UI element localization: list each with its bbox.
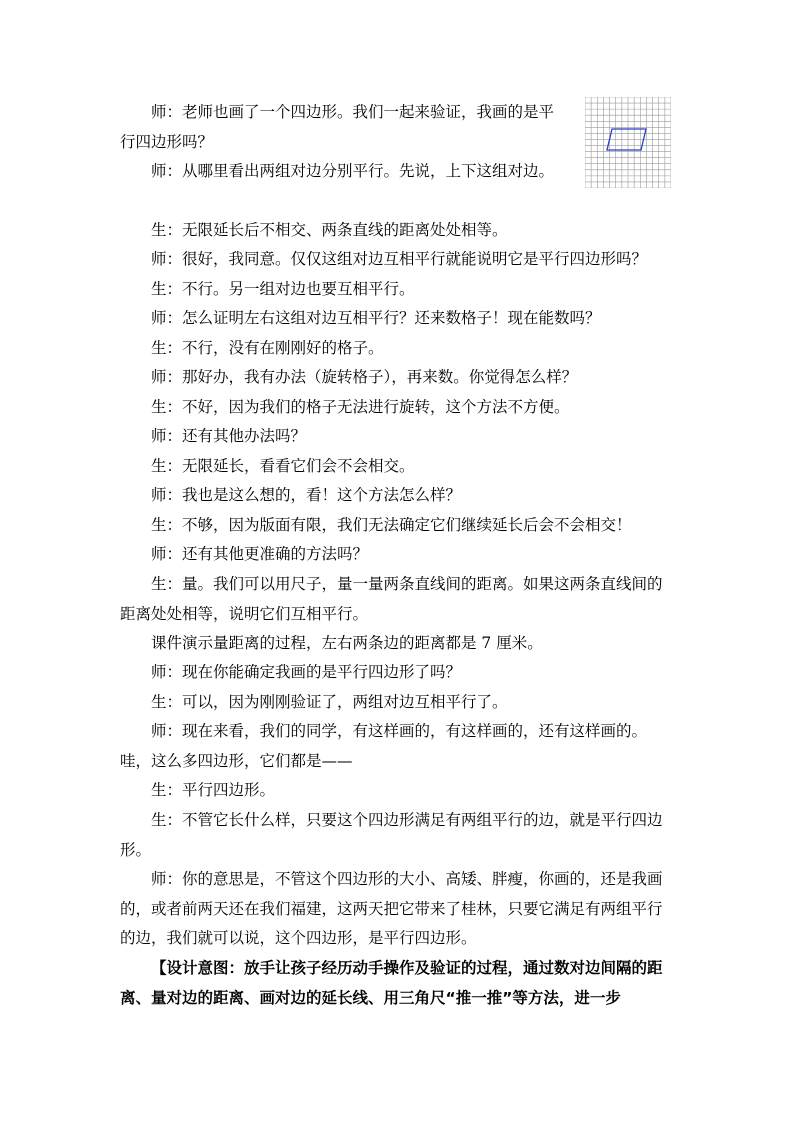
paragraph-4: 师：很好，我同意。仅仅这组对边互相平行就能说明它是平行四边形吗？ xyxy=(151,250,648,268)
paragraph-14: 师：还有其他更准确的方法吗？ xyxy=(151,545,369,563)
paragraph-2: 师：从哪里看出两组对边分别平行。先说，上下这组对边。 xyxy=(151,162,555,180)
parallelogram-grid-figure xyxy=(585,97,671,188)
paragraph-8: 师：那好办，我有办法（旋转格子），再来数。你觉得怎么样？ xyxy=(151,368,578,386)
paragraph-9: 生：不好，因为我们的格子无法进行旋转，这个方法不方便。 xyxy=(151,398,570,416)
paragraph-5: 生：不行。另一组对边也要互相平行。 xyxy=(151,280,415,298)
design-intent-paragraph: 【设计意图：放手让孩子经历动手操作及验证的过程，通过数对边间隔的距离、量对边的距离、画对边的延长线、用三角尺“推一推”等方法，进一步 xyxy=(120,959,663,1007)
paragraph-16: 课件演示量距离的过程，左右两条边的距离都是 7 厘米。 xyxy=(151,634,543,652)
paragraph-12: 师：我也是这么想的，看！这个方法怎么样？ xyxy=(151,486,462,504)
paragraph-19: 师：现在来看，我们的同学，有这样画的，有这样画的，还有这样画的。哇，这么多四边形，它们都是—— xyxy=(120,722,648,770)
paragraph-3: 生：无限延长后不相交、两条直线的距离处处相等。 xyxy=(151,221,508,239)
paragraph-11: 生：无限延长，看看它们会不会相交。 xyxy=(151,457,415,475)
paragraph-22: 师：你的意思是，不管这个四边形的大小、高矮、胖瘦，你画的，还是我画的，或者前两天还在我们福建，这两天把它带来了桂林，只要它满足有两组平行的边，我们就可以说，这个四边形，是平行四边形。 xyxy=(120,870,663,947)
paragraph-18: 生：可以，因为刚刚验证了，两组对边互相平行了。 xyxy=(151,693,508,711)
paragraph-13: 生：不够，因为版面有限，我们无法确定它们继续延长后会不会相交！ xyxy=(151,516,632,534)
paragraph-21: 生：不管它长什么样，只要这个四边形满足有两组平行的边，就是平行四边形。 xyxy=(120,811,663,859)
paragraph-7: 生：不行，没有在刚刚好的格子。 xyxy=(151,339,384,357)
grid-lines xyxy=(585,97,671,188)
paragraph-6: 师：怎么证明左右这组对边互相平行？还来数格子！现在能数吗？ xyxy=(151,309,601,327)
paragraph-1: 师：老师也画了一个四边形。我们一起来验证，我画的是平行四边形吗？ xyxy=(120,103,555,151)
paragraph-20: 生：平行四边形。 xyxy=(151,781,276,799)
paragraph-17: 师：现在你能确定我画的是平行四边形了吗？ xyxy=(151,663,462,681)
paragraph-10: 师：还有其他办法吗？ xyxy=(151,427,307,445)
paragraph-15: 生：量。我们可以用尺子，量一量两条直线间的距离。如果这两条直线间的距离处处相等，说明它们互相平行。 xyxy=(120,575,663,623)
